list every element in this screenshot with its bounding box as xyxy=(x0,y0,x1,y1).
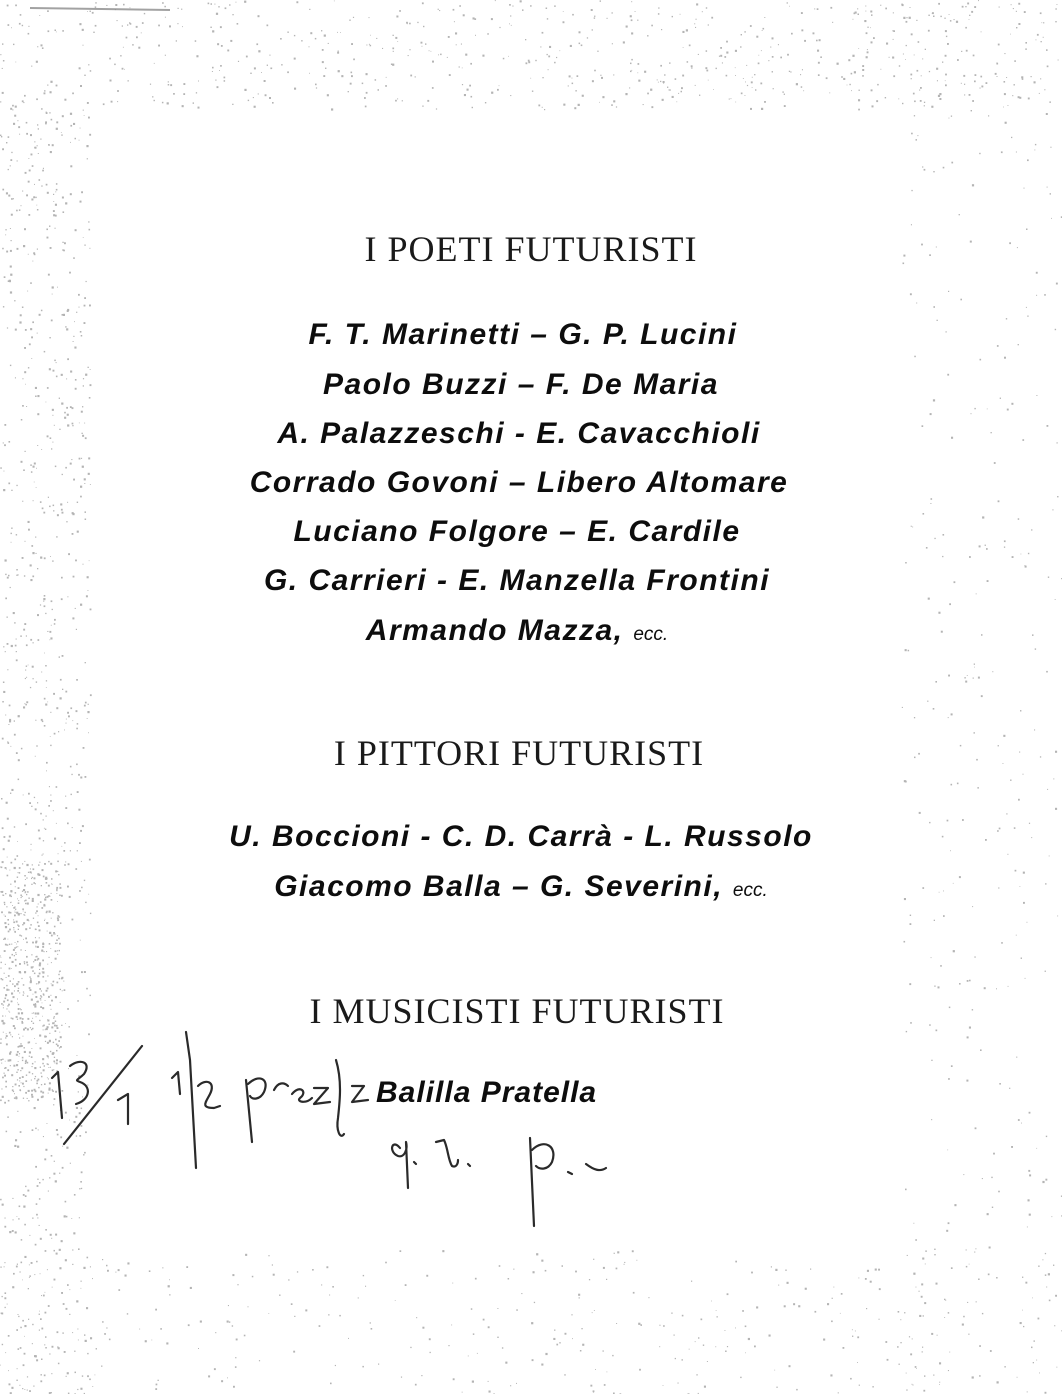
musicians-line-1 xyxy=(376,1076,597,1110)
heading-musicians: I MUSICISTI FUTURISTI xyxy=(309,991,725,1031)
painters-line-1-text: U. Boccioni - C. D. Carrà - L. Russolo xyxy=(229,820,813,853)
painters-line-2-ecc: ecc. xyxy=(732,880,768,901)
poets-line-5 xyxy=(0,515,1048,549)
painters-line-1 xyxy=(0,820,1052,854)
poets-line-7-text: Armando Mazza, xyxy=(365,614,624,647)
poets-line-4-text: Corrado Govoni – Libero Altomare xyxy=(249,466,789,499)
poets-line-1 xyxy=(0,318,1054,352)
poets-line-3-text: A. Palazzeschi - E. Cavacchioli xyxy=(277,417,761,450)
poets-line-4 xyxy=(0,466,1050,500)
poets-line-6 xyxy=(0,564,1048,598)
painters-line-2-text: Giacomo Balla – G. Severini, xyxy=(274,870,724,903)
poets-line-5-text: Luciano Folgore – E. Cardile xyxy=(293,515,741,548)
heading-painters: I PITTORI FUTURISTI xyxy=(333,733,705,773)
heading-poets: I POETI FUTURISTI xyxy=(364,229,698,269)
painters-line-2 xyxy=(0,870,1052,904)
poets-line-1-text: F. T. Marinetti – G. P. Lucini xyxy=(308,318,738,351)
poets-line-2-text: Paolo Buzzi – F. De Maria xyxy=(323,368,719,401)
poets-line-7 xyxy=(0,614,1048,648)
poets-line-6-text: G. Carrieri - E. Manzella Frontini xyxy=(263,564,771,597)
poets-line-7-ecc: ecc. xyxy=(633,624,669,645)
poets-line-3 xyxy=(0,417,1050,451)
musicians-line-1-text: Balilla Pratella xyxy=(376,1076,598,1109)
poets-line-2 xyxy=(0,368,1052,402)
